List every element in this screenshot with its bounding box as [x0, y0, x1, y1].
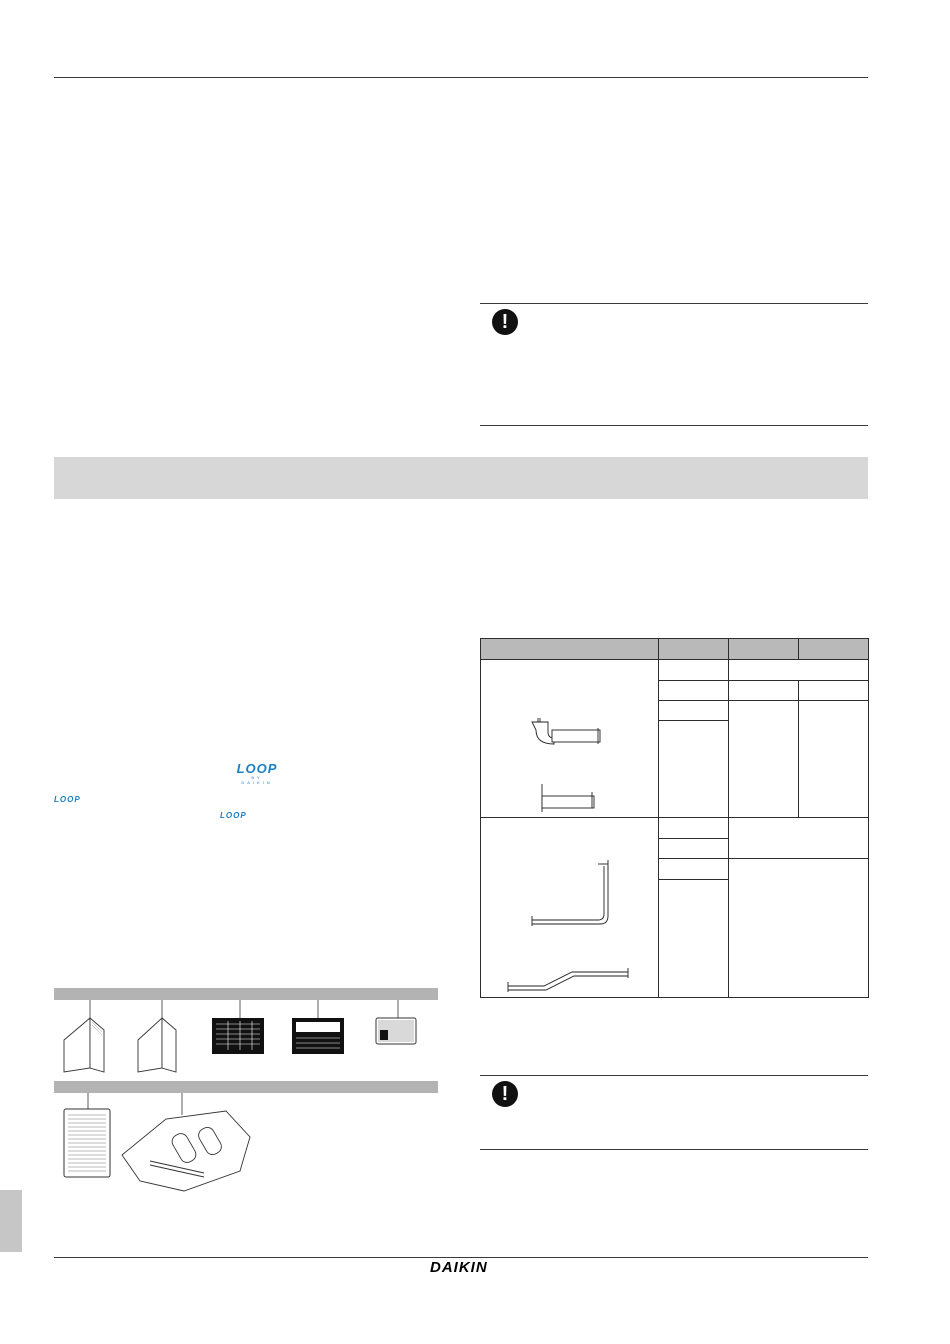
table-cell: [658, 680, 729, 701]
table-cell: [658, 838, 729, 859]
table-cell: [658, 858, 729, 880]
table-header-cell-3: [728, 638, 799, 660]
exclamation-icon: !: [492, 1081, 518, 1107]
table-cell: [658, 700, 729, 721]
pipe-l-bend-icon: [532, 860, 608, 926]
notice-box-2: [480, 1075, 868, 1150]
accessories-row-1: [54, 1000, 444, 1074]
loop-logo-large: LOOP BY DAIKIN: [236, 761, 278, 785]
exclamation-icon: !: [492, 309, 518, 335]
table-cell: [798, 680, 869, 701]
label-sheet-icon: [212, 1018, 264, 1054]
table-cell: [728, 680, 799, 701]
footer-rule: [54, 1257, 868, 1258]
label-sheet-icon: [64, 1109, 110, 1177]
table-cell: [728, 700, 799, 818]
daikin-logo: DAIKIN: [430, 1259, 488, 1276]
pipe-s-bend-icon: [508, 968, 628, 992]
table-cell: [658, 720, 729, 818]
accessory-bag-icon: [122, 1111, 250, 1191]
pipe-elbow-icon: [532, 718, 600, 744]
table-cell: [728, 659, 869, 681]
accessory-group-bar-2: [54, 1081, 438, 1093]
table-cell: [728, 858, 869, 998]
header-rule: [54, 77, 868, 78]
table-cell: [658, 659, 729, 681]
label-sheet-icon: [292, 1018, 344, 1054]
table-cell: [728, 817, 869, 859]
notice-box-1: [480, 303, 868, 426]
accessory-group-bar-1: [54, 988, 438, 1000]
pipe-drawings-1: [480, 660, 658, 816]
table-header-cell-4: [798, 638, 869, 660]
table-header-cell-1: [480, 638, 659, 660]
table-cell: [658, 879, 729, 998]
manual-booklet-icon: [64, 1018, 104, 1072]
table-cell: [658, 817, 729, 839]
side-tab: [0, 1190, 22, 1252]
section-heading-band: [54, 457, 868, 499]
label-sheet-icon: [376, 1018, 416, 1044]
manual-booklet-icon: [138, 1018, 176, 1072]
accessories-row-2: [54, 1093, 274, 1198]
table-cell: [798, 700, 869, 818]
pipe-drawings-2: [480, 818, 658, 996]
pipe-straight-icon: [542, 784, 594, 812]
loop-logo-small-2: LOOP: [220, 811, 247, 820]
table-header-cell-2: [658, 638, 729, 660]
loop-logo-small-1: LOOP: [54, 795, 81, 804]
